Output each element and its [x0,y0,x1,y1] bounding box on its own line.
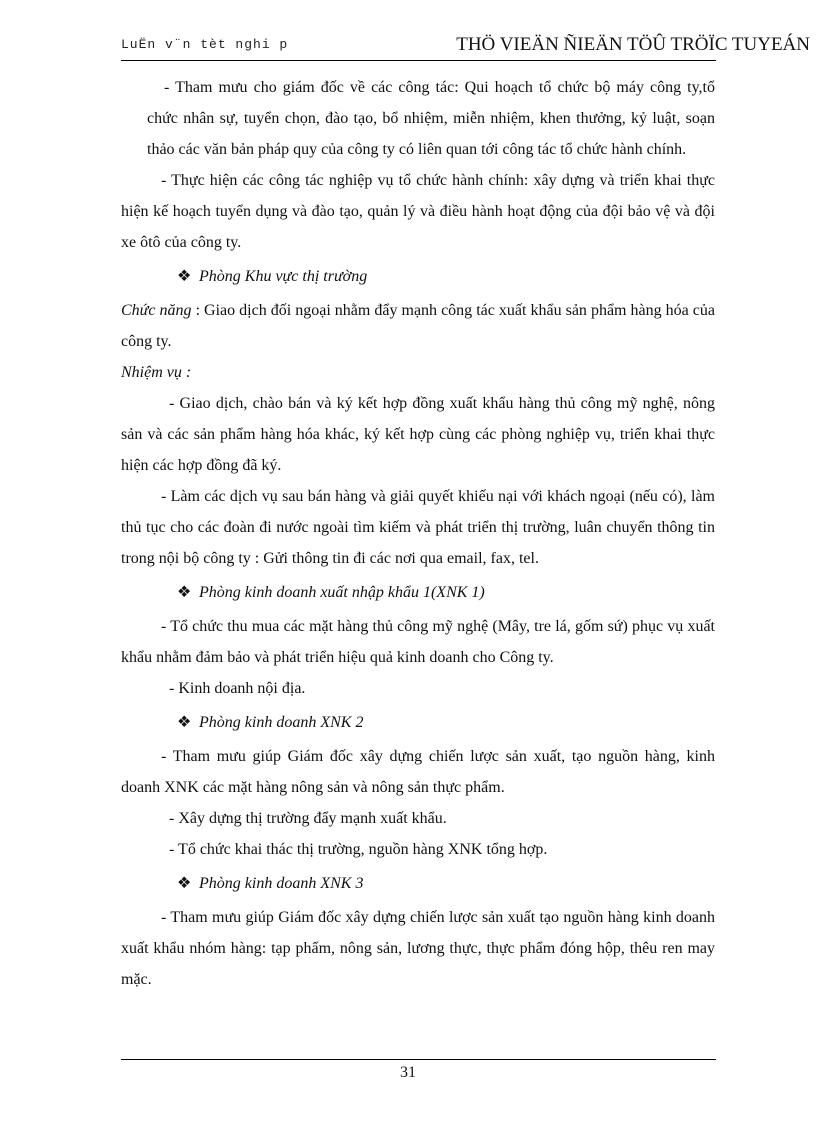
diamond-bullet-icon: ❖ [177,714,192,731]
paragraph: - Giao dịch, chào bán và ký kết hợp đồng xuất khẩu hàng thủ công mỹ nghệ, nông sản và các sản phẩm hàng hóa khác, ký kết hợp cùng các phòng nghiệp vụ, triển khai thực hiện các hợp đồng đã ký. [121,395,715,474]
header-rule [121,60,716,61]
paragraph: - Làm các dịch vụ sau bán hàng và giải quyết khiếu nại với khách ngoại (nếu có), làm thủ tục cho các đoàn đi nước ngoài tìm kiếm và phát triển thị trường, luân chuyển thông tin trong nội bộ công ty : Gửi thông tin đi các nơi qua email, fax, tel. [121,488,715,567]
paragraph: - Tham mưu cho giám đốc về các công tác: Qui hoạch tổ chức bộ máy công ty,tổ chức nhân sự, tuyển chọn, đào tạo, bổ nhiệm, miễn nhiệm, khen thưởng, kỷ luật, soạn thảo các văn bản pháp quy của công ty có liên quan tới công tác tổ chức hành chính. [147,79,715,158]
section-heading-text: Phòng kinh doanh XNK 3 [199,875,364,892]
section-heading [121,261,715,292]
header-right-title: THÖ VIEÄN ÑIEÄN TÖÛ TRÖÏC TUYEÁN [456,34,810,55]
paragraph: - Tổ chức khai thác thị trường, nguồn hàng XNK tổng hợp. [169,841,548,858]
footer-rule [121,1059,716,1060]
document-body [121,72,715,995]
diamond-bullet-icon: ❖ [177,875,192,892]
section-heading-text: Phòng kinh doanh XNK 2 [199,714,364,731]
function-label: Chức năng [121,302,192,319]
section-heading [121,707,715,738]
header-left-title: LuËn v¨n tèt nghi p [121,37,289,52]
paragraph: - Tổ chức thu mua các mặt hàng thủ công mỹ nghệ (Mây, tre lá, gốm sứ) phục vụ xuất khẩu nhằm đảm bảo và phát triển hiệu quả kinh doanh cho Công ty. [121,618,715,666]
diamond-bullet-icon: ❖ [177,268,192,285]
paragraph: - Tham mưu giúp Giám đốc xây dựng chiến lược sản xuất, tạo nguồn hàng, kinh doanh XNK các mặt hàng nông sản và nông sản thực phẩm. [121,748,715,796]
paragraph: - Xây dựng thị trường đẩy mạnh xuất khẩu. [169,810,447,827]
section-heading-text: Phòng Khu vực thị trường [199,268,368,285]
paragraph: - Thực hiện các công tác nghiệp vụ tổ chức hành chính: xây dựng và triển khai thực hiện kế hoạch tuyển dụng và đào tạo, quản lý và điều hành hoạt động của đội bảo vệ và đội xe ôtô của công ty. [121,172,715,251]
section-heading-text: Phòng kinh doanh xuất nhập khẩu 1(XNK 1) [199,584,485,601]
paragraph: - Tham mưu giúp Giám đốc xây dựng chiến lược sản xuất tạo nguồn hàng kinh doanh xuất khẩu nhóm hàng: tạp phẩm, nông sản, lương thực, thực phẩm đóng hộp, thêu ren may mặc. [121,909,715,988]
page-number: 31 [400,1064,416,1081]
paragraph [121,295,715,357]
section-heading [121,577,715,608]
diamond-bullet-icon: ❖ [177,584,192,601]
function-text: : Giao dịch đối ngoại nhằm đẩy mạnh công tác xuất khẩu sản phẩm hàng hóa của công ty. [121,302,715,350]
paragraph: - Kinh doanh nội địa. [169,680,306,697]
duty-label: Nhiệm vụ : [121,364,192,381]
section-heading [121,868,715,899]
